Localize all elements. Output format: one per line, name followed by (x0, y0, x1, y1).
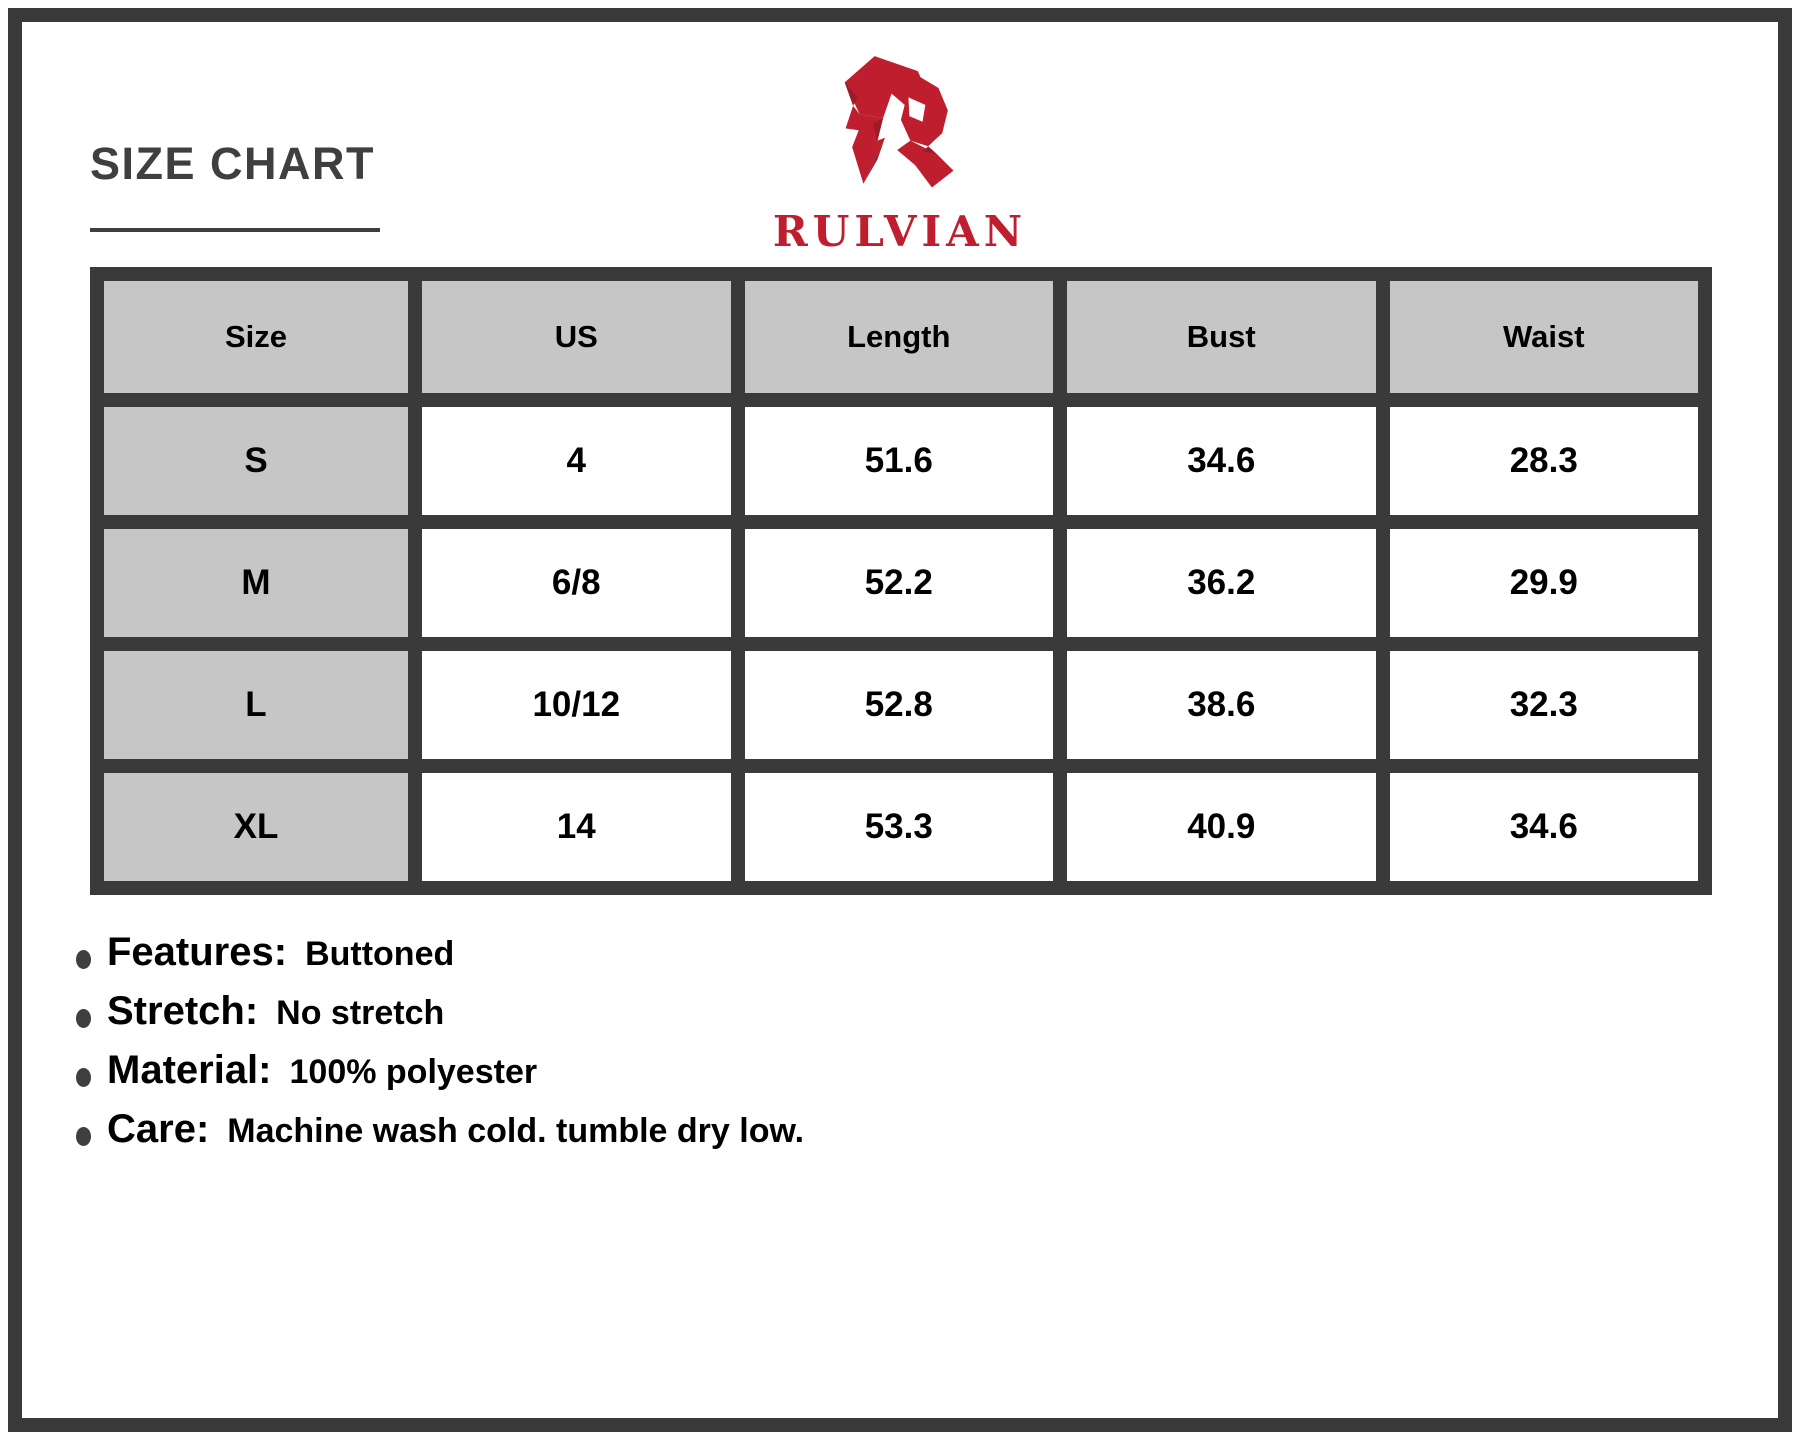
bullet-icon (76, 1009, 91, 1028)
col-header-size: Size (104, 281, 408, 393)
cell-length: 52.2 (745, 529, 1054, 637)
cell-us: 14 (422, 773, 731, 881)
cell-size: XL (104, 773, 408, 881)
cell-us: 6/8 (422, 529, 731, 637)
detail-item-stretch (76, 989, 804, 1048)
bullet-icon (76, 950, 91, 969)
brand-block (0, 56, 1800, 256)
cell-us: 10/12 (422, 651, 731, 759)
col-header-waist: Waist (1390, 281, 1699, 393)
table-header-row (104, 281, 1698, 393)
detail-label: Care: (107, 1107, 210, 1151)
table-row-xl (104, 773, 1698, 881)
size-table (90, 267, 1712, 895)
cell-bust: 38.6 (1067, 651, 1376, 759)
cell-length: 53.3 (745, 773, 1054, 881)
detail-value: 100% polyester (289, 1053, 538, 1091)
cell-waist: 28.3 (1390, 407, 1699, 515)
cell-bust: 40.9 (1067, 773, 1376, 881)
bullet-icon (76, 1127, 91, 1146)
details-list (76, 930, 804, 1166)
cell-length: 52.8 (745, 651, 1054, 759)
cell-size: M (104, 529, 408, 637)
detail-label: Stretch: (107, 989, 259, 1033)
detail-label: Features: (107, 930, 288, 974)
cell-size: L (104, 651, 408, 759)
detail-value: Buttoned (305, 935, 455, 973)
cell-us: 4 (422, 407, 731, 515)
detail-value: Machine wash cold. tumble dry low. (227, 1112, 805, 1150)
col-header-us: US (422, 281, 731, 393)
cell-size: S (104, 407, 408, 515)
cell-waist: 32.3 (1390, 651, 1699, 759)
rulvian-logo-icon (839, 56, 961, 197)
col-header-bust: Bust (1067, 281, 1376, 393)
cell-waist: 29.9 (1390, 529, 1699, 637)
table-row-l (104, 651, 1698, 759)
brand-name: RULVIAN (772, 207, 1028, 256)
page-title: SIZE CHART (90, 138, 375, 189)
table-row-s (104, 407, 1698, 515)
detail-item-features (76, 930, 804, 989)
detail-label: Material: (107, 1048, 272, 1092)
cell-bust: 36.2 (1067, 529, 1376, 637)
cell-length: 51.6 (745, 407, 1054, 515)
cell-waist: 34.6 (1390, 773, 1699, 881)
detail-value: No stretch (276, 994, 445, 1032)
detail-item-material (76, 1048, 804, 1107)
cell-bust: 34.6 (1067, 407, 1376, 515)
bullet-icon (76, 1068, 91, 1087)
col-header-length: Length (745, 281, 1054, 393)
table-row-m (104, 529, 1698, 637)
detail-item-care (76, 1107, 804, 1166)
